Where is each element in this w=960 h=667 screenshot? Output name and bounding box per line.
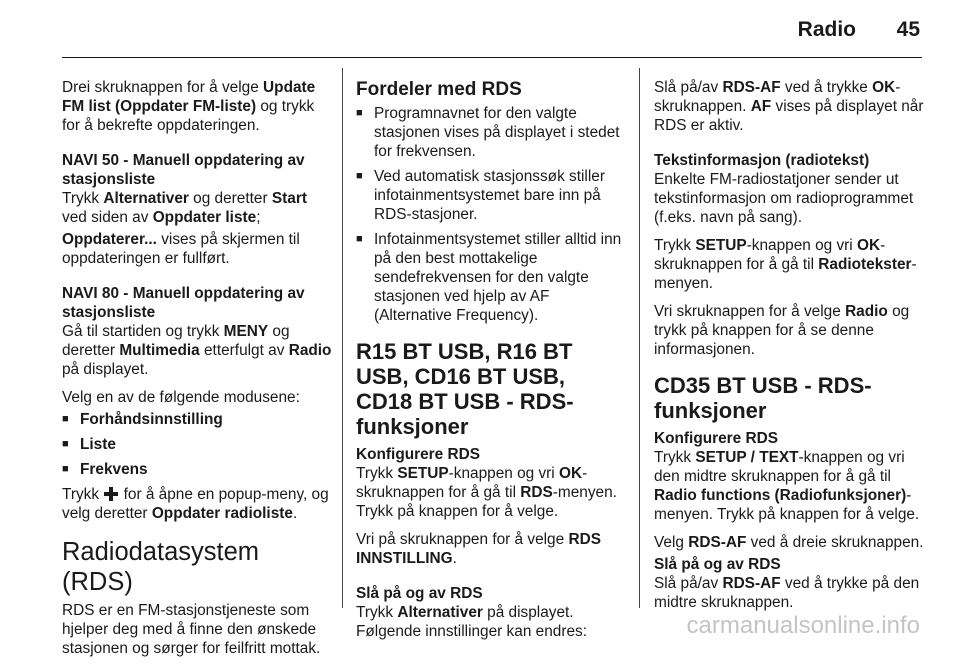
list-item: ■ Forhåndsinnstilling [62, 410, 334, 429]
list-item: ■ Liste [62, 435, 334, 454]
paragraph-radiotext-select: Vri skruknappen for å velge Radio og trykk på knappen for å se denne informasjonen. [654, 303, 910, 358]
heading-navi50: NAVI 50 - Manuell oppdatering av stasjonsliste [62, 152, 305, 188]
paragraph-select-mode: Velg en av de følgende modusene: [62, 389, 300, 406]
column-2 [356, 78, 626, 650]
heading-toggle-rds: Slå på og av RDS [356, 585, 483, 602]
heading-cd35-rds: CD35 BT USB - RDS-funksjoner [654, 373, 872, 423]
page-number: 45 [896, 18, 920, 41]
paragraph-rds-intro: RDS er en FM-stasjonstjeneste som hjelper deg med å finne den ønskede stasjonen og sørger for feilfritt mottak. [62, 602, 321, 657]
watermark: carmanualsonline.info [686, 612, 920, 639]
column-divider-1 [342, 68, 343, 608]
heading-r15-rds: R15 BT USB, R16 BT USB, CD16 BT USB, CD18 BT USB - RDS-funksjoner [356, 339, 574, 439]
column-3 [654, 78, 926, 621]
paragraph-radiotext-info: Enkelte FM-radiostatjoner sender ut tekstinformasjon om radioprogrammet (f.eks. navn på sang). [654, 171, 914, 226]
paragraph-popup: Trykk for å åpne en popup-meny, og velg deretter Oppdater radioliste. [62, 486, 329, 522]
paragraph-update-fm: Drei skruknappen for å velge Update FM list (Oppdater FM-liste) og trykk for å bekrefte oppdateringen. [62, 79, 316, 134]
list-item: ■ Ved automatisk stasjonssøk stiller infotainmentsystemet bare inn på RDS-stasjoner. [356, 167, 626, 224]
paragraph-navi50-steps: Trykk Alternativer og deretter Start ved siden av Oppdater liste; [62, 190, 307, 226]
list-item: ■ Frekvens [62, 460, 334, 479]
paragraph-alternatives: Trykk Alternativer på displayet. Følgende innstillinger kan endres: [356, 604, 587, 640]
paragraph-select-rds-af: Velg RDS-AF ved å dreie skruknappen. [654, 534, 924, 551]
heading-rds: Radiodatasystem (RDS) [62, 538, 260, 596]
paragraph-radiotext-setup: Trykk SETUP-knappen og vri OK-skruknappen for å gå til Radiotekster-menyen. [654, 237, 917, 292]
heading-configure-rds-cd35: Konfigurere RDS [654, 430, 778, 447]
paragraph-rds-af: Slå på/av RDS-AF ved å trykke OK-skruknappen. AF vises på displayet når RDS er aktiv. [654, 79, 924, 134]
paragraph-setup-text: Trykk SETUP / TEXT-knappen og vri den midtre skruknappen for å gå til Radio functions (Radiofunksjoner)-menyen. Trykk på knappen for å velge. [654, 449, 920, 523]
heading-radiotext: Tekstinformasjon (radiotekst) [654, 152, 870, 169]
heading-configure-rds: Konfigurere RDS [356, 446, 480, 463]
heading-navi80: NAVI 80 - Manuell oppdatering av stasjonsliste [62, 285, 305, 321]
paragraph-updating: Oppdaterer... vises på skjermen til oppdateringen er fullført. [62, 231, 300, 267]
list-item: ■ Programnavnet for den valgte stasjonen vises på displayet i stedet for frekvensen. [356, 104, 626, 161]
page-header-title: Radio [797, 18, 856, 41]
paragraph-toggle-rds-af: Slå på/av RDS-AF ved å trykke på den midtre skruknappen. [654, 575, 920, 611]
list-item: ■ Infotainmentsystemet stiller alltid inn på den best mottakelige sendefrekvensen for den valgte stasjonen ved hjelp av AF (Alternative Frequency). [356, 230, 626, 325]
column-1 [62, 78, 334, 667]
paragraph-setup-rds: Trykk SETUP-knappen og vri OK-skruknappen for å gå til RDS-menyen. Trykk på knappen for å velge. [356, 465, 617, 520]
heading-fordeler: Fordeler med RDS [356, 79, 522, 100]
plus-icon [103, 487, 119, 501]
heading-toggle-rds-cd35: Slå på og av RDS [654, 556, 781, 573]
header-divider [62, 57, 922, 58]
paragraph-rds-setting: Vri på skruknappen for å velge RDS INNSTILLING. [356, 531, 601, 567]
paragraph-navi80-steps: Gå til startiden og trykk MENY og deretter Multimedia etterfulgt av Radio på displayet. [62, 323, 332, 378]
column-divider-2 [639, 68, 640, 608]
